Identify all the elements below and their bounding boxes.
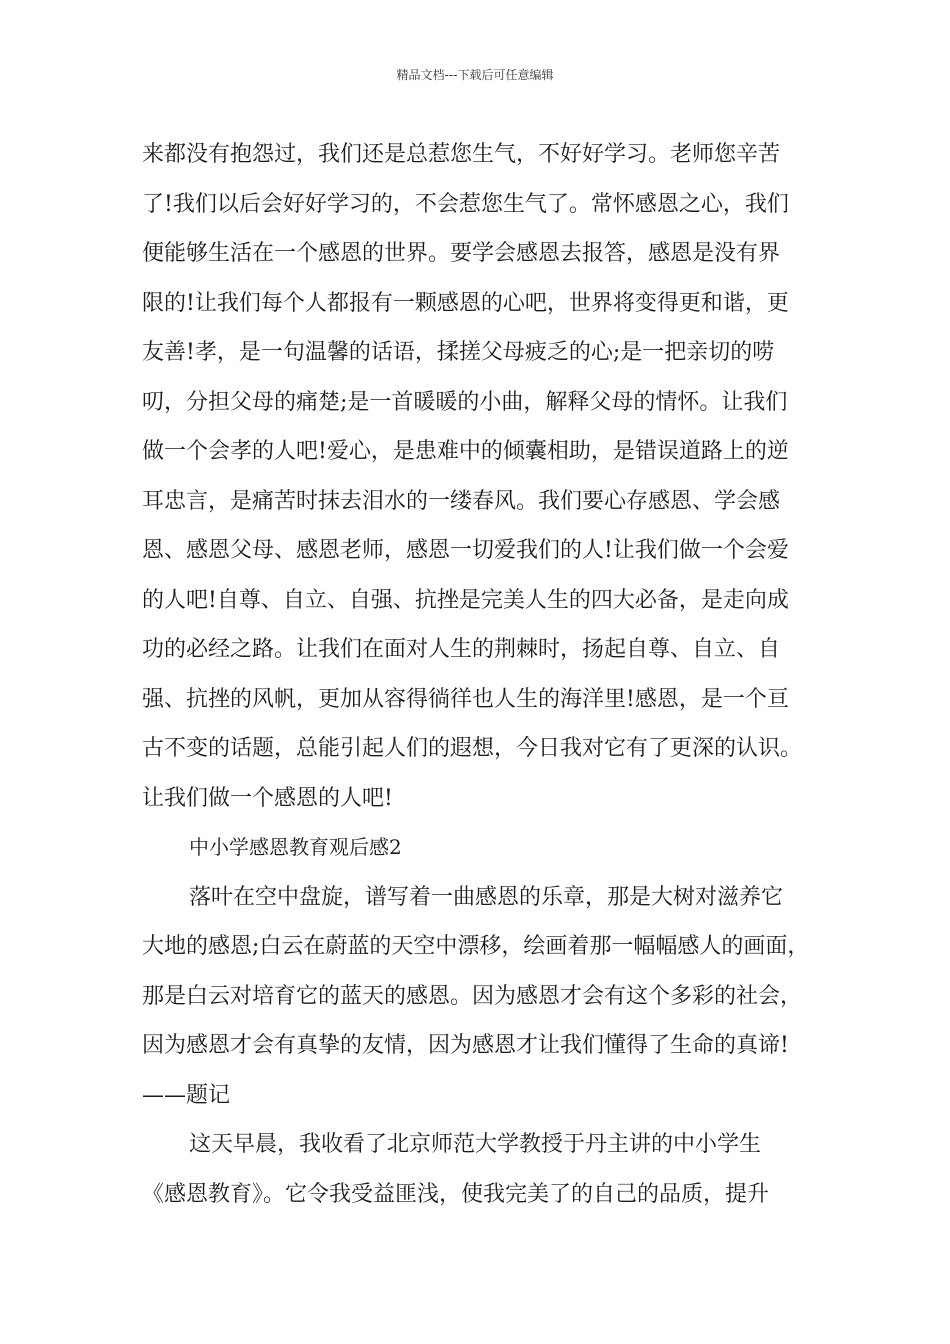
paragraph-line: 落叶在空中盘旋，谱写着一曲感恩的乐章，那是大树对滋养它 xyxy=(189,884,784,910)
paragraph-line: 友善!孝，是一句温馨的话语，揉搓父母疲乏的心;是一把亲切的唠 xyxy=(142,340,775,365)
paragraph-line: 做一个会孝的人吧!爱心，是患难中的倾囊相助，是错误道路上的逆 xyxy=(142,439,789,464)
paragraph-line: 的人吧!自尊、自立、自强、抗挫是完美人生的四大必备，是走向成 xyxy=(142,587,789,613)
paragraph-line: 这天早晨，我收看了北京师范大学教授于丹主讲的中小学生 xyxy=(189,1132,762,1157)
paragraph-line: 叨，分担父母的痛楚;是一首暖暖的小曲，解释父母的情怀。让我们 xyxy=(142,389,788,415)
paragraph-line: 来都没有抱怨过，我们还是总惹您生气，不好好学习。老师您辛苦 xyxy=(142,142,781,167)
paragraph-line: 因为感恩才会有真挚的友情，因为感恩才让我们懂得了生命的真谛! xyxy=(142,1033,789,1058)
section-heading: 中小学感恩教育观后感2 xyxy=(189,835,402,859)
paragraph-line: 限的!让我们每个人都报有一颗感恩的心吧，世界将变得更和谐，更 xyxy=(142,290,789,316)
paragraph-line: 古不变的话题，总能引起人们的遐想，今日我对它有了更深的认识。 xyxy=(142,736,803,761)
paragraph-line: 《感恩教育》。它令我受益匪浅，使我完美了的自己的品质，提升 xyxy=(142,1181,770,1207)
paragraph-line: 让我们做一个感恩的人吧! xyxy=(142,785,393,811)
paragraph-line: 便能够生活在一个感恩的世界。要学会感恩去报答，感恩是没有界 xyxy=(142,241,781,266)
paragraph-line: 了!我们以后会好好学习的，不会惹您生气了。常怀感恩之心，我们 xyxy=(142,191,789,217)
paragraph-line: 功的必经之路。让我们在面对人生的荆棘时，扬起自尊、自立、自 xyxy=(142,637,781,662)
document-body xyxy=(142,130,832,1219)
paragraph-line: 强、抗挫的风帆，更加从容得徜徉也人生的海洋里!感恩，是一个亘 xyxy=(142,686,789,712)
paragraph-line: 耳忠言，是痛苦时抹去泪水的一缕春风。我们要心存感恩、学会感 xyxy=(142,488,781,514)
paragraph-line: 那是白云对培育它的蓝天的感恩。因为感恩才会有这个多彩的社会， xyxy=(142,983,803,1009)
epigraph-attribution: ——题记 xyxy=(142,1082,231,1108)
page-header: 精品文档---下载后可任意编辑 xyxy=(396,68,554,82)
paragraph-line: 恩、感恩父母、感恩老师，感恩一切爱我们的人!让我们做一个会爱 xyxy=(142,538,789,563)
paragraph-line: 大地的感恩;白云在蔚蓝的天空中漂移，绘画着那一幅幅感人的画面， xyxy=(142,934,810,959)
